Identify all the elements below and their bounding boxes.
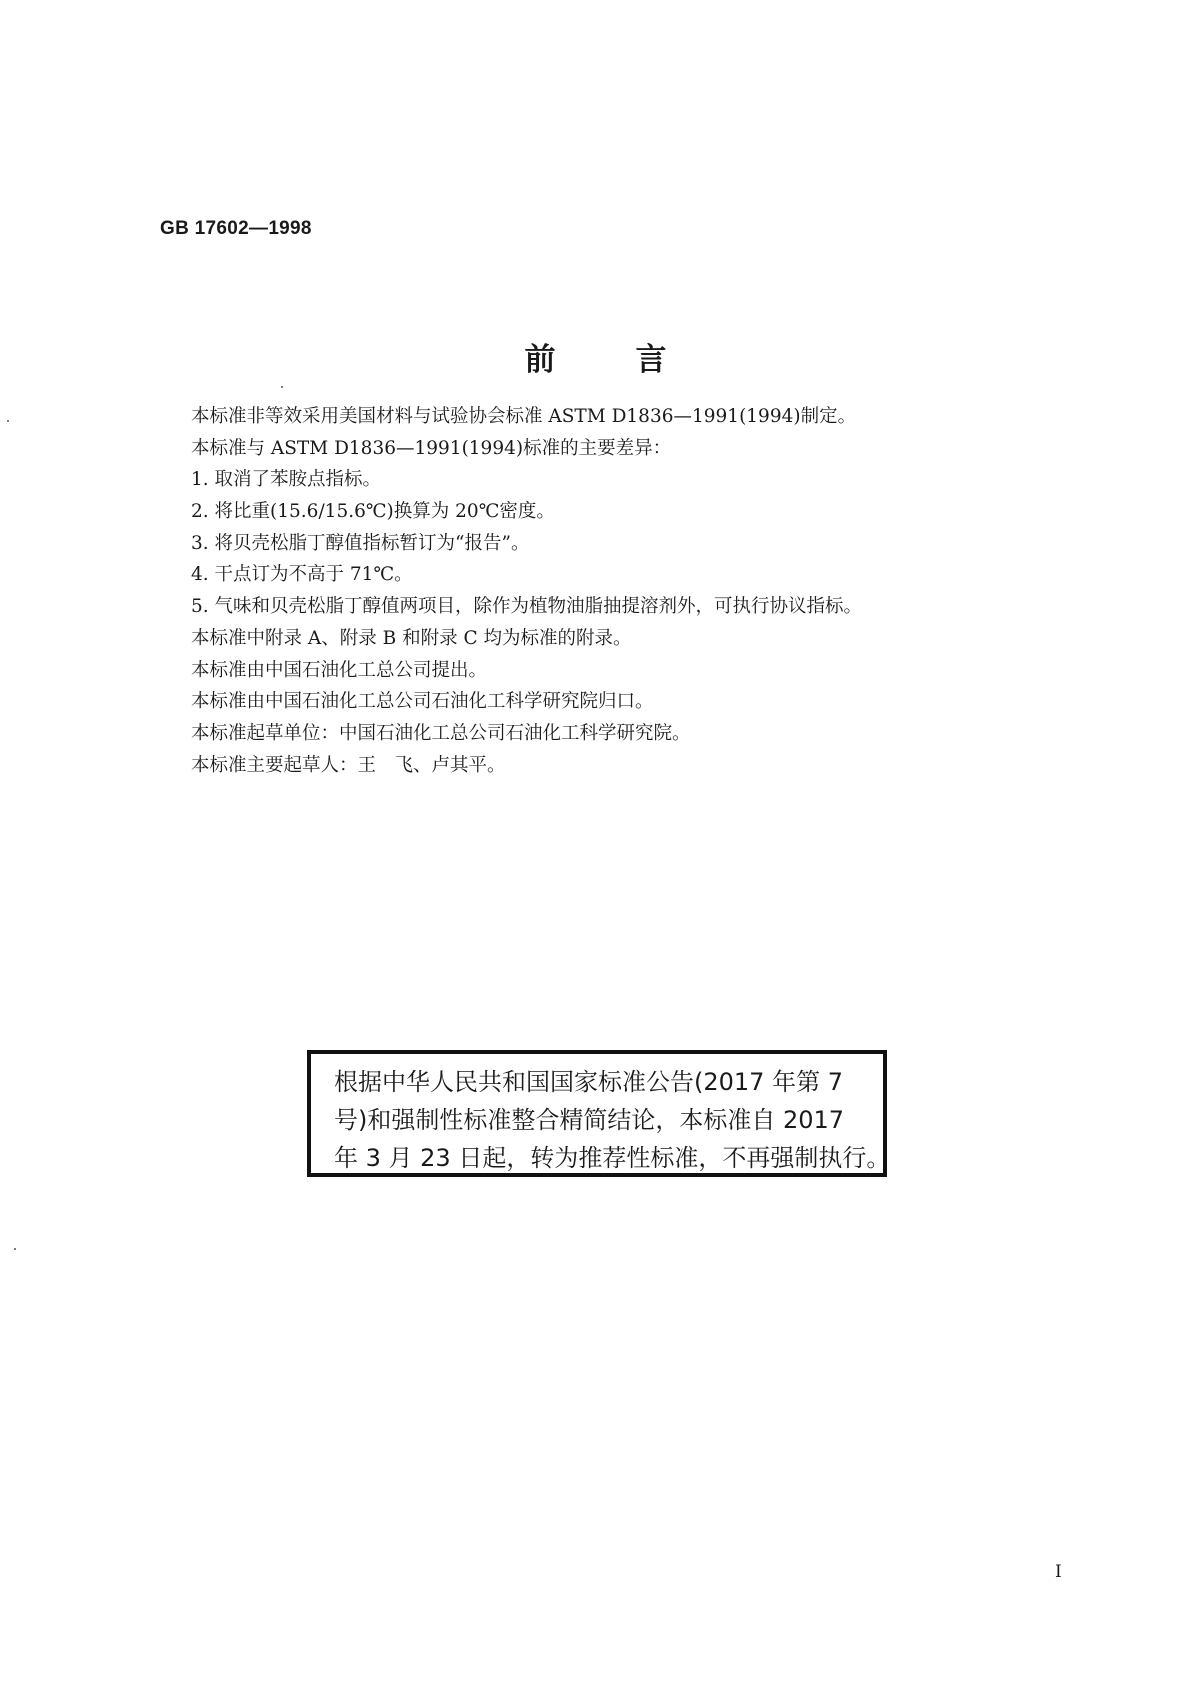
foreword-line: 本标准主要起草人：王 飞、卢其平。 bbox=[191, 754, 506, 776]
page-number: I bbox=[1055, 1562, 1062, 1582]
foreword-line: 4. 干点订为不高于 71℃。 bbox=[191, 564, 413, 586]
standard-code: GB 17602—1998 bbox=[160, 218, 312, 239]
foreword-line: 1. 取消了苯胺点指标。 bbox=[191, 469, 382, 491]
foreword-line: 本标准由中国石油化工总公司石油化工科学研究院归口。 bbox=[191, 691, 654, 713]
scan-speck bbox=[14, 1248, 16, 1250]
foreword-line: 3. 将贝壳松脂丁醇值指标暂订为“报告”。 bbox=[191, 532, 530, 554]
foreword-line: 本标准与 ASTM D1836—1991(1994)标准的主要差异： bbox=[191, 437, 672, 459]
notice-line: 根据中华人民共和国国家标准公告(2017 年第 7 bbox=[334, 1068, 843, 1096]
scan-speck bbox=[7, 420, 9, 422]
page-title: 前言 bbox=[524, 342, 747, 378]
notice-box bbox=[307, 1050, 891, 1177]
foreword-line: 本标准非等效采用美国材料与试验协会标准 ASTM D1836—1991(1994)制定。 bbox=[191, 406, 857, 427]
foreword-line: 2. 将比重(15.6/15.6℃)换算为 20℃密度。 bbox=[191, 501, 555, 523]
notice-line: 号)和强制性标准整合精简结论，本标准自 2017 bbox=[334, 1106, 845, 1134]
foreword-line: 本标准起草单位：中国石油化工总公司石油化工科学研究院。 bbox=[191, 722, 691, 744]
foreword-body bbox=[191, 401, 862, 781]
notice-line: 年 3 月 23 日起，转为推荐性标准，不再强制执行。 bbox=[334, 1144, 891, 1172]
foreword-line: 本标准中附录 A、附录 B 和附录 C 均为标准的附录。 bbox=[191, 627, 632, 649]
scan-speck bbox=[281, 386, 283, 388]
foreword-line: 本标准由中国石油化工总公司提出。 bbox=[191, 659, 488, 681]
foreword-line: 5. 气味和贝壳松脂丁醇值两项目，除作为植物油脂抽提溶剂外，可执行协议指标。 bbox=[191, 596, 863, 618]
